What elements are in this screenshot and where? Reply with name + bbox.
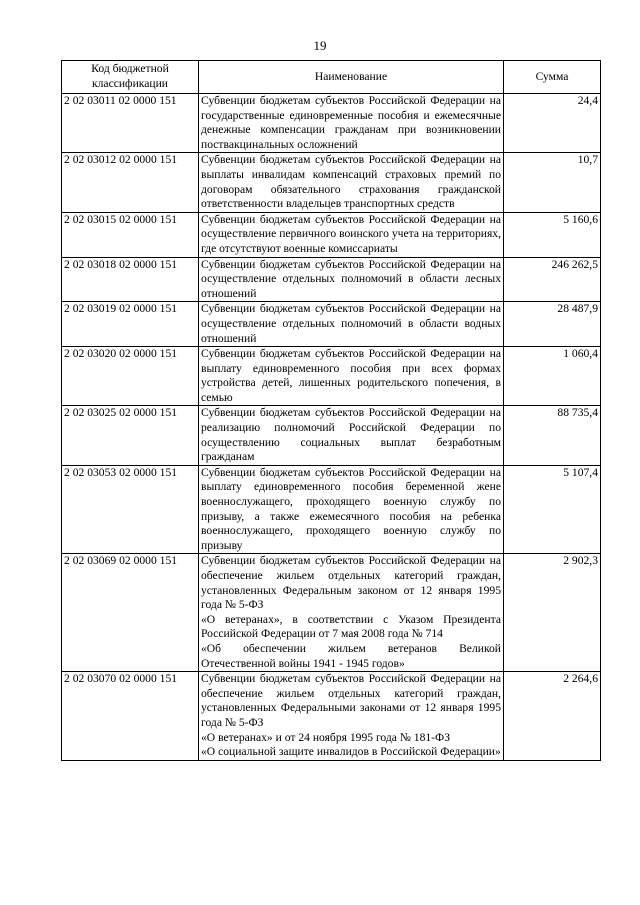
row-name-text: «Об обеспечении жильем ветеранов Великой Отечественной войны 1941 - 1945 годов» [201, 641, 501, 670]
table-row [62, 302, 601, 347]
row-code: 2 02 03020 02 0000 151 [62, 347, 199, 406]
row-code: 2 02 03025 02 0000 151 [62, 406, 199, 465]
row-name-text: Субвенции бюджетам субъектов Российской Федерации на осуществление отдельных полномочий в области лесных отношений [201, 257, 501, 300]
row-name [199, 257, 504, 302]
row-sum: 5 107,4 [504, 465, 601, 554]
table-row [62, 465, 601, 554]
row-name [199, 212, 504, 257]
table-row [62, 94, 601, 153]
row-name [199, 153, 504, 212]
row-name-text: Субвенции бюджетам субъектов Российской Федерации на осуществление отдельных полномочий в области водных отношений [201, 302, 501, 345]
row-name-text: Субвенции бюджетам субъектов Российской Федерации на обеспечение жильем отдельных категорий граждан, установленных Федеральным законом от 12 января 1995 года № 5-ФЗ [201, 554, 501, 612]
row-code: 2 02 03070 02 0000 151 [62, 672, 199, 761]
row-code: 2 02 03015 02 0000 151 [62, 212, 199, 257]
row-code: 2 02 03069 02 0000 151 [62, 554, 199, 672]
table-row [62, 153, 601, 212]
page-number: 19 [313, 38, 327, 53]
table-row [62, 672, 601, 761]
header-name: Наименование [199, 61, 504, 94]
row-name [199, 94, 504, 153]
row-sum: 24,4 [504, 94, 601, 153]
row-sum: 88 735,4 [504, 406, 601, 465]
header-sum: Сумма [504, 61, 601, 94]
row-code: 2 02 03019 02 0000 151 [62, 302, 199, 347]
table-row [62, 347, 601, 406]
row-name-text: Субвенции бюджетам субъектов Российской Федерации на выплату единовременного пособия беременной жене военнослужащего, проходящего военную службу по призыву, а также ежемесячного пособия на ребенка военнослужащего, проходящего военную службу по призыву [201, 465, 501, 552]
row-name-text: «О ветеранах», в соответствии с Указом Президента Российской Федерации от 7 мая 2008 года № 714 [201, 612, 501, 641]
row-name-text: «О ветеранах» и от 24 ноября 1995 года № 181-ФЗ [201, 730, 450, 744]
table-row [62, 406, 601, 465]
row-name [199, 672, 504, 761]
table-row [62, 554, 601, 672]
row-sum: 246 262,5 [504, 257, 601, 302]
table-row [62, 212, 601, 257]
row-sum: 1 060,4 [504, 347, 601, 406]
row-name-text: Субвенции бюджетам субъектов Российской Федерации на реализацию полномочий Российской Федерации по осуществлению социальных выплат безработным гражданам [201, 406, 501, 464]
row-name-text: Субвенции бюджетам субъектов Российской Федерации на выплаты инвалидам компенсаций страховых премий по договорам обязательного страхования гражданской ответственности владельцев транспортных средств [201, 153, 501, 211]
row-sum: 28 487,9 [504, 302, 601, 347]
row-name [199, 554, 504, 672]
table-row [62, 257, 601, 302]
row-code: 2 02 03018 02 0000 151 [62, 257, 199, 302]
table-header-row [62, 61, 601, 94]
row-sum: 2 902,3 [504, 554, 601, 672]
row-name-text: Субвенции бюджетам субъектов Российской Федерации на осуществление первичного воинского учета на территориях, где отсутствуют военные комиссариаты [201, 212, 501, 255]
row-sum: 5 160,6 [504, 212, 601, 257]
row-name [199, 465, 504, 554]
row-sum: 10,7 [504, 153, 601, 212]
budget-table [61, 60, 601, 761]
row-name [199, 347, 504, 406]
row-code: 2 02 03012 02 0000 151 [62, 153, 199, 212]
row-sum: 2 264,6 [504, 672, 601, 761]
row-code: 2 02 03053 02 0000 151 [62, 465, 199, 554]
row-name-text: Субвенции бюджетам субъектов Российской Федерации на государственные единовременные пособия и ежемесячные денежные компенсации гражданам при возникновении поствакцинальных осложнений [201, 94, 501, 151]
header-code: Код бюджетной классификации [62, 61, 199, 94]
row-name [199, 302, 504, 347]
row-name-text: «О социальной защите инвалидов в Российской Федерации» [201, 745, 501, 759]
row-name [199, 406, 504, 465]
row-code: 2 02 03011 02 0000 151 [62, 94, 199, 153]
row-name-text: Субвенции бюджетам субъектов Российской Федерации на обеспечение жильем отдельных категорий граждан, установленных Федеральными законами от 12 января 1995 года № 5-ФЗ [201, 672, 501, 729]
row-name-text: Субвенции бюджетам субъектов Российской Федерации на выплату единовременного пособия при всех формах устройства детей, лишенных родительского попечения, в семью [201, 347, 501, 404]
